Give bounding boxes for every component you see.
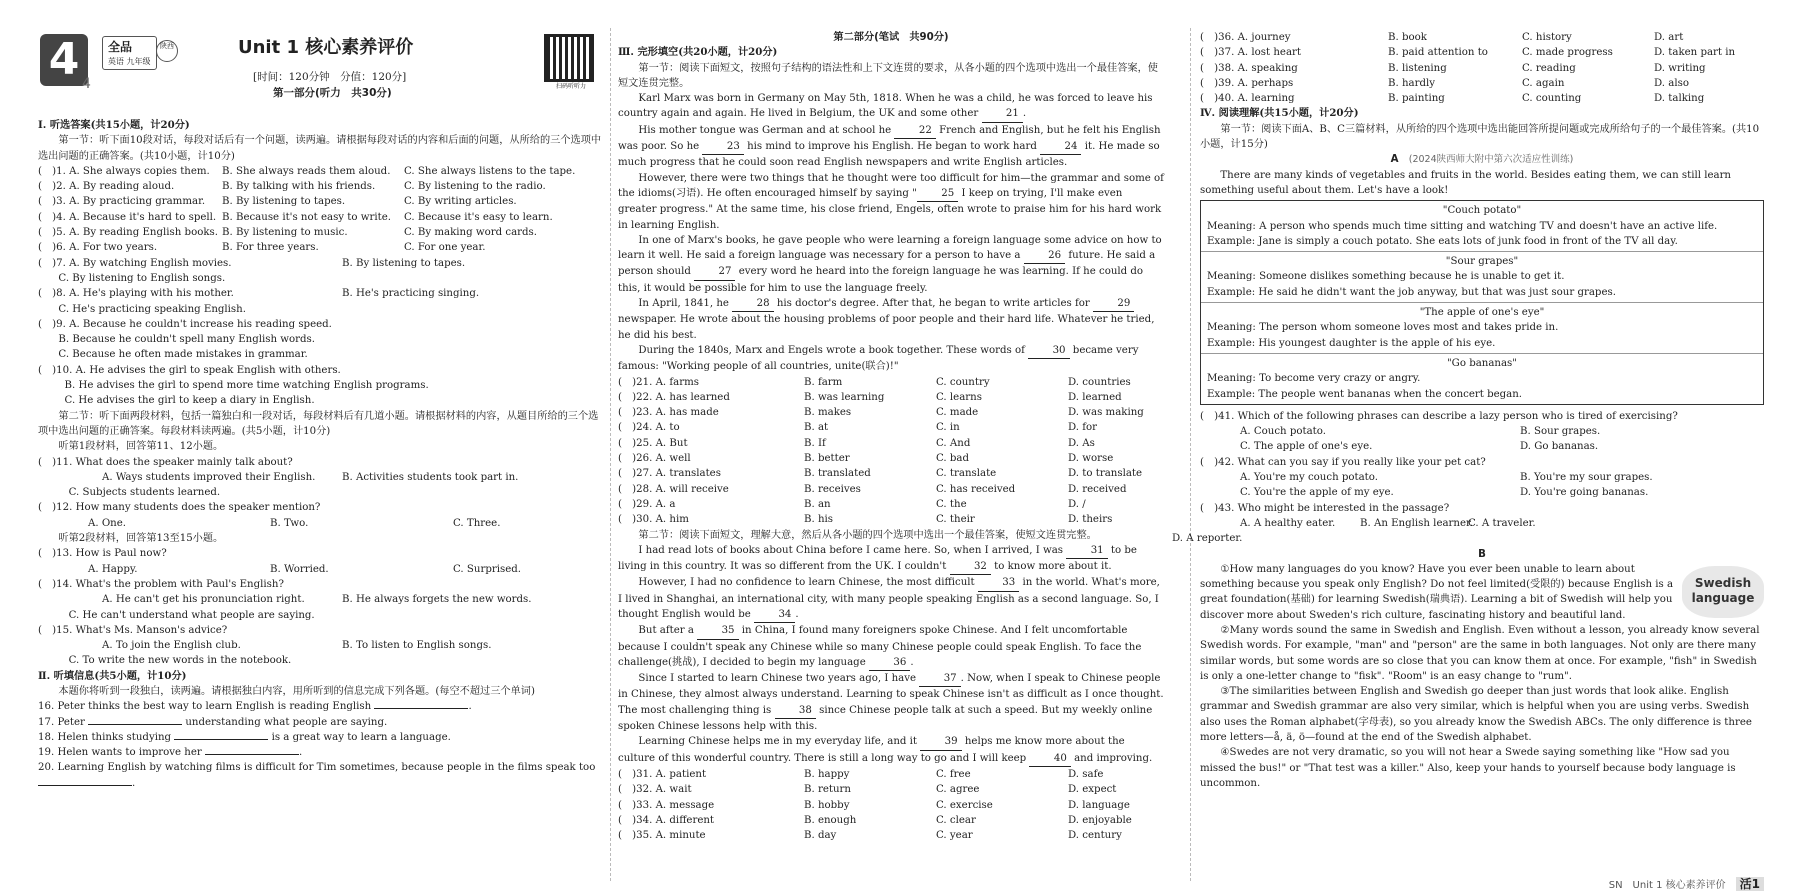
cloze-blank[interactable]: 23 <box>702 139 743 155</box>
option: ( )40. A. learning <box>1200 93 1295 105</box>
answer-blank[interactable] <box>38 785 132 786</box>
option: D. worse <box>1068 453 1114 465</box>
fill-item: 18. Helen thinks studying is a great way to learn a language. <box>38 731 451 743</box>
option: C. Subjects students learned. <box>68 487 221 499</box>
question-item <box>618 405 1164 420</box>
question-item <box>618 798 1164 813</box>
swedish-language-logo: Swedish language <box>1682 566 1764 618</box>
option: D. writing <box>1654 62 1706 74</box>
passage-a-heading: A (2024陕西师大附中第六次适应性训练) <box>1390 154 1574 166</box>
question-item <box>618 466 1164 481</box>
passage-paragraph: ①How many languages do you know? Have you ever been unable to learn about something because you speak only English? Do not feel limited(受限的) because English is a great foundation(基础) for learning Swedish(瑞典语). Learning a bit of Swedish will help you discover more about Sweden's rich culture, fascinating history and beautiful land. <box>1200 563 1674 621</box>
option: D. enjoyable <box>1068 814 1132 826</box>
option: B. listening <box>1388 62 1447 74</box>
passage-paragraph: His mother tongue was German and at school he 22 French and English, but he felt his English was poor. So he 23 his mind to improve his English. He began to work hard 24 it. He made so much progress that he could soon read English newspapers and write English articles. <box>618 124 1161 169</box>
option: ( )32. A. wait <box>618 784 692 796</box>
idiom-example: Example: Jane is simply a couch potato. She eats lots of junk food in front of the TV all day. <box>1207 235 1678 247</box>
column-3 <box>1172 30 1764 879</box>
option: ( )33. A. message <box>618 799 715 811</box>
options: A. To join the English club. B. To listen to English songs. <box>102 640 492 652</box>
option: C. counting <box>1522 93 1582 105</box>
option: C. has received <box>936 483 1016 495</box>
cloze-blank[interactable]: 27 <box>694 264 735 280</box>
passage-paragraph: In one of Marx's books, he gave people who were learning a foreign language some advice on how to learn it well. He said a foreign language was necessary for a person to have a 26 future. He said a person should 27 every word he heard into the foreign language he was learning. If he could do this, it would be possible for him to use the language freely. <box>618 234 1162 294</box>
question-item <box>38 210 606 225</box>
option: ( )31. A. patient <box>618 768 707 780</box>
option: C. their <box>936 514 975 526</box>
question-item: ( )10. A. He advises the girl to speak English with others. <box>38 364 341 376</box>
question-item <box>618 767 1164 782</box>
option: C. He advises the girl to keep a diary in English. <box>64 395 315 407</box>
option: C. history <box>1522 32 1572 43</box>
passage-paragraph: ③The similarities between English and Swedish go deeper than just words that look alike. English grammar and Swedish grammar are also very similar, which is helpful when you are using verbs. Swedish also uses the Roman alphabet(字母表), so you already know the Swedish ABCs. The only difference is three more letters—å, ä, ö—found at the end of the Swedish alphabet. <box>1200 686 1752 744</box>
question-item: ( )43. Who might be interested in the passage? <box>1200 502 1450 514</box>
option: B. receives <box>804 483 861 495</box>
option: B. an <box>804 498 831 510</box>
passage-paragraph: But after a 35 in China, I found many foreigners spoke Chinese. And I felt uncomfortable because I couldn't speak any Chinese while so many Chinese people could speak English. To face the challenge(挑战), I decided to begin my language 36 . <box>618 623 1164 671</box>
option: D. for <box>1068 422 1098 434</box>
passage-paragraph: Karl Marx was born in Germany on May 5th, 1818. When he was a child, he was forced to leave his country again and again. He lived in Belgium, the UK and some other 21 . <box>618 91 1164 123</box>
option: B. Because it's not easy to write. <box>222 211 391 223</box>
option: C. free <box>936 768 971 780</box>
cloze-blank[interactable]: 34 <box>754 607 795 623</box>
option: D. to translate <box>1068 468 1143 480</box>
option: D. language <box>1068 799 1130 811</box>
option: C. By listening to English songs. <box>58 272 226 284</box>
option: D. was making <box>1068 407 1144 419</box>
option: ( )39. A. perhaps <box>1200 77 1294 89</box>
option: C. learns <box>936 391 982 403</box>
options: A. A healthy eater. B. An English learner. C. A traveler. D. A reporter. <box>1172 517 1536 545</box>
option: B. his <box>804 514 834 526</box>
passage-paragraph: ④Swedes are not very dramatic, so you will not hear a Swede saying something like "How sad you missed the bus!" or "That test was a killer." Also, keep your hands to yourself because body language is uncommon. <box>1200 747 1736 789</box>
passage-paragraph: I had read lots of books about China before I came here. So, when I arrived, I was 31 to be living in this country. It was so different from the UK. I couldn't 32 to know more about it. <box>618 543 1164 576</box>
option: C. the <box>936 498 967 510</box>
question-list <box>618 767 1164 843</box>
page-title: Unit 1 核心素养评价 <box>238 37 414 58</box>
option: ( )21. A. farms <box>618 376 700 388</box>
question-item <box>38 240 606 255</box>
options: A. He can't get his pronunciation right. B. He always forgets the new words. <box>102 594 532 606</box>
question-item <box>618 375 1164 390</box>
instruction: 第一节：阅读下面短文，按照句子结构的语法性和上下文连贯的要求，从各小题的四个选项中选出一个最佳答案，使短文连贯完整。 <box>618 62 1158 89</box>
option: ( )2. A. By reading aloud. <box>38 181 175 193</box>
option: ( )30. A. him <box>618 514 689 526</box>
option: C. Because it's easy to learn. <box>404 211 553 223</box>
fill-item: 20. Learning English by watching films is difficult for Tim sometimes, because people in the films speak too . <box>38 762 596 789</box>
option: ( )27. A. translates <box>618 468 721 480</box>
option: C. He's practicing speaking English. <box>58 303 246 315</box>
option: C. agree <box>936 784 980 796</box>
option: C. For one year. <box>404 242 486 254</box>
instruction: 本题你将听到一段独白，读两遍。请根据独白内容，用所听到的信息完成下列各题。(每空不超过三个单词) <box>58 685 535 697</box>
option: C. He can't understand what people are saying. <box>68 609 315 621</box>
question-item <box>1200 45 1764 60</box>
option: D. received <box>1068 483 1127 495</box>
idiom-title: "Sour grapes" <box>1445 256 1519 268</box>
question-item <box>618 482 1164 497</box>
option: B. By listening to music. <box>222 227 348 239</box>
passage-paragraph: However, there were two things that he thought were too difficult for him—the grammar and some of the idioms(习语). He often encouraged himself by saying " 25 I keep on trying, I'll make even greater progress." At the same time, his close friend, Engels, often wrote to praise him for his hard work in learning English. <box>618 172 1164 231</box>
cloze-blank[interactable]: 40 <box>1029 751 1070 767</box>
passage-paragraph: ②Many words sound the same in Swedish and English. Even without a lesson, you already know several Swedish words. For example, "man" and "person" are the same in both languages. Not only are there many similar words, but some words are so close that you can know them at once. For example, "fish" in Swedish is only a one-letter change to "fisk". "Room" is an easy change to "rum". <box>1200 624 1760 682</box>
cloze-blank[interactable]: 31 <box>1066 543 1107 559</box>
options: A. Couch potato. B. Sour grapes. C. The apple of one's eye. D. Go bananas. <box>1240 426 1601 453</box>
option: ( )23. A. has made <box>618 407 719 419</box>
option: B. book <box>1388 32 1427 43</box>
option: B. By talking with his friends. <box>222 181 376 193</box>
option: C. By listening to the radio. <box>404 181 546 193</box>
option: D. taken part in <box>1654 47 1736 59</box>
option: D. talking <box>1654 93 1705 105</box>
header <box>38 30 606 118</box>
option: ( )38. A. speaking <box>1200 62 1298 74</box>
option: B. happy <box>804 768 850 780</box>
exam-meta: [时间：120分钟 分值：120分] <box>253 71 407 83</box>
option: C. clear <box>936 814 976 826</box>
question-item <box>618 390 1164 405</box>
option: B. was learning <box>804 391 885 403</box>
option: C. bad <box>936 453 970 465</box>
question-list <box>1200 30 1764 106</box>
question-item <box>38 194 606 209</box>
cloze-blank[interactable]: 37 <box>919 671 960 687</box>
question-item <box>38 179 606 194</box>
cloze-blank[interactable]: 28 <box>732 296 773 312</box>
option: C. By making word cards. <box>404 227 537 239</box>
option: B. hardly <box>1388 77 1436 89</box>
question-item <box>618 420 1164 435</box>
option: D. theirs <box>1068 514 1113 526</box>
cloze-blank[interactable]: 32 <box>950 559 991 575</box>
option: B. at <box>804 422 829 434</box>
option: D. As <box>1068 437 1095 449</box>
passage-paragraph: However, I had no confidence to learn Chinese, the most difficult 33 in the world. What's more, I lived in Shanghai, an international city, with many people speaking English as a second language. So, I thought English would be 34 . <box>618 575 1164 623</box>
fill-item: 19. Helen wants to improve her . <box>38 747 303 759</box>
passage-paragraph: Since I started to learn Chinese two years ago, I have 37 . Now, when I speak to Chinese people in Chinese, they almost always understand. Learning to speak Chinese isn't as difficult as I once thought. The most challenging thing is 38 since Chinese people talk at such a speed. But my weekly online spoken Chinese lessons help with this. <box>618 673 1164 733</box>
idiom-meaning: Meaning: The person whom someone loves most and takes pride in. <box>1207 322 1559 334</box>
question-item <box>618 782 1164 797</box>
instruction: 第一节：听下面10段对话，每段对话后有一个问题，读两遍。请根据每段对话的内容和后面的问题，从所给的三个选项中选出问题的正确答案。(共10小题，计10分) <box>38 135 602 162</box>
instruction: 第一节：阅读下面A、B、C三篇材料，从所给的四个选项中选出能回答所提问题或完成所给句子的一个最佳答案。(共10小题，计15分) <box>1200 123 1760 151</box>
cloze-blank[interactable]: 26 <box>1024 248 1065 264</box>
cloze-blank[interactable]: 36 <box>869 655 910 671</box>
question-item <box>38 225 606 240</box>
option: C. made progress <box>1522 47 1613 59</box>
question-item <box>1200 30 1764 45</box>
question-item: ( )11. What does the speaker mainly talk about? <box>38 456 293 468</box>
cloze-blank[interactable]: 30 <box>1028 343 1069 359</box>
option: D. safe <box>1068 768 1104 780</box>
option: D. also <box>1654 77 1689 89</box>
option: D. countries <box>1068 376 1131 388</box>
answer-blank[interactable] <box>205 754 299 755</box>
question-item <box>618 451 1164 466</box>
column-2 <box>618 30 1164 879</box>
option: B. translated <box>804 468 871 480</box>
option: C. Because he often made mistakes in grammar. <box>58 349 308 361</box>
option: B. For three years. <box>222 242 319 254</box>
idiom-example: Example: His youngest daughter is the apple of his eye. <box>1207 337 1496 349</box>
unit-badge-sub: 4 <box>82 76 91 92</box>
part-one-title: 第一部分(听力 共30分) <box>273 87 392 99</box>
question-item: ( )42. What can you say if you really like your pet cat? <box>1200 456 1486 468</box>
option: ( )4. A. Because it's hard to spell. <box>38 211 217 223</box>
cloze-blank[interactable]: 21 <box>982 106 1023 122</box>
question-list <box>618 375 1164 528</box>
option: B. farm <box>804 376 843 388</box>
instruction: 第二节：阅读下面短文，理解大意，然后从各小题的四个选项中选出一个最佳答案，使短文连贯完整。 <box>638 529 1097 541</box>
option: C. reading <box>1522 62 1576 74</box>
column-1 <box>38 30 606 879</box>
option: B. makes <box>804 407 852 419</box>
option: ( )25. A. But <box>618 437 688 449</box>
question-item: ( )9. A. Because he couldn't increase his reading speed. <box>38 318 332 330</box>
fill-item: 17. Peter understanding what people are saying. <box>38 716 388 728</box>
idiom-box <box>1200 200 1764 405</box>
option: ( )36. A. journey <box>1200 32 1291 43</box>
option: ( )28. A. will receive <box>618 483 729 495</box>
idiom-example: Example: He said he didn't want the job anyway, but that was just sour grapes. <box>1207 286 1616 298</box>
material-label: 听第1段材料，回答第11、12小题。 <box>58 441 224 453</box>
options: A. Happy. B. Worried. C. Surprised. <box>88 563 521 575</box>
answer-blank[interactable] <box>374 708 468 709</box>
question-item <box>1200 76 1764 91</box>
question-item <box>38 164 606 179</box>
cloze-blank[interactable]: 35 <box>697 623 738 639</box>
section-heading: Ⅲ. 完形填空(共20小题，计20分) <box>618 46 778 59</box>
option: ( )29. A. a <box>618 498 676 510</box>
option: C. By writing articles. <box>404 196 517 208</box>
option: B. return <box>804 784 851 796</box>
option: C. in <box>936 422 960 434</box>
option: B. enough <box>804 814 857 826</box>
option: ( )26. A. well <box>618 453 691 465</box>
brand-logo: 全品 英语 九年级 <box>102 36 157 70</box>
question-item: ( )41. Which of the following phrases can describe a lazy person who is tired of exercising? <box>1200 410 1678 422</box>
answer-blank[interactable] <box>174 739 268 740</box>
passage-intro: There are many kinds of vegetables and fruits in the world. Besides eating them, we can still learn something useful about them. Let's have a look! <box>1200 169 1731 196</box>
cloze-blank[interactable]: 38 <box>775 703 816 719</box>
section-heading: Ⅱ. 听填信息(共5小题，计10分) <box>38 669 187 682</box>
option: B. paid attention to <box>1388 47 1488 59</box>
idiom-meaning: Meaning: Someone dislikes something because he is unable to get it. <box>1207 271 1565 283</box>
cloze-blank[interactable]: 29 <box>1093 296 1134 312</box>
option: B. By listening to tapes. <box>222 196 346 208</box>
cloze-blank[interactable]: 39 <box>920 734 961 750</box>
option: ( )3. A. By practicing grammar. <box>38 196 206 208</box>
option: C. made <box>936 407 979 419</box>
options: A. Ways students improved their English. B. Activities students took part in. <box>102 471 519 483</box>
option: B. If <box>804 437 826 449</box>
option: C. exercise <box>936 799 993 811</box>
idiom-entry <box>1201 252 1763 303</box>
option: ( )34. A. different <box>618 814 715 826</box>
idiom-entry <box>1201 303 1763 354</box>
option: B. Because he couldn't spell many English words. <box>58 334 316 346</box>
option: C. To write the new words in the notebook. <box>68 655 292 667</box>
idiom-meaning: Meaning: To become very crazy or angry. <box>1207 373 1421 385</box>
option: C. year <box>936 830 973 842</box>
cloze-blank[interactable]: 25 <box>917 186 958 202</box>
answer-blank[interactable] <box>88 724 182 725</box>
question-item: ( )7. A. By watching English movies. B. By listening to tapes. <box>38 257 466 269</box>
qr-code[interactable] <box>544 34 594 82</box>
option: B. He advises the girl to spend more time watching English programs. <box>64 380 429 392</box>
cloze-blank[interactable]: 24 <box>1040 139 1081 155</box>
option: D. learned <box>1068 391 1122 403</box>
question-item <box>618 497 1164 512</box>
option: C. And <box>936 437 971 449</box>
option: B. She always reads them aloud. <box>222 165 391 177</box>
question-item <box>618 828 1164 843</box>
option: ( )22. A. has learned <box>618 391 730 403</box>
option: ( )37. A. lost heart <box>1200 47 1301 59</box>
passage-paragraph: Learning Chinese helps me in my everyday life, and it 39 helps me know more about the culture of this wonderful country. There is still a long way to go and I will keep 40 and improving. <box>618 734 1164 767</box>
options: A. You're my couch potato. B. You're my sour grapes. C. You're the apple of my eye. D. You're going bananas. <box>1240 472 1653 499</box>
region-seal: 陕西 <box>156 40 178 62</box>
option: C. again <box>1522 77 1565 89</box>
passage-b-heading: B <box>1478 548 1486 560</box>
idiom-meaning: Meaning: A person who spends much time sitting and watching TV and doesn't have an active life. <box>1207 220 1718 232</box>
section-heading: Ⅰ. 听选答案(共15小题，计20分) <box>38 119 190 131</box>
page-number: 活1 <box>1736 877 1764 891</box>
idiom-title: "Couch potato" <box>1442 205 1522 217</box>
option: ( )1. A. She always copies them. <box>38 165 210 177</box>
options: A. One. B. Two. C. Three. <box>88 517 501 529</box>
option: B. day <box>804 830 837 842</box>
unit-badge: 4 <box>40 34 88 86</box>
fill-item: 16. Peter thinks the best way to learn English is reading English . <box>38 701 472 713</box>
option: D. century <box>1068 830 1122 842</box>
page-footer: SN Unit 1 核心素养评价 活1 <box>1609 875 1764 893</box>
option: D. / <box>1068 498 1086 510</box>
question-item <box>618 512 1164 527</box>
question-list <box>38 164 606 256</box>
idiom-example: Example: The people went bananas when the concert began. <box>1207 388 1523 400</box>
option: ( )5. A. By reading English books. <box>38 227 218 239</box>
question-item: ( )13. How is Paul now? <box>38 548 167 560</box>
question-item <box>1200 91 1764 106</box>
question-item <box>618 436 1164 451</box>
option: C. country <box>936 376 990 388</box>
option: D. expect <box>1068 784 1117 796</box>
material-label: 听第2段材料，回答第13至15小题。 <box>58 533 224 545</box>
section-heading: Ⅳ. 阅读理解(共15小题，计20分) <box>1200 107 1359 120</box>
passage-paragraph: During the 1840s, Marx and Engels wrote a book together. These words of 30 became very famous: "Working people of all countries, unite(联合)!" <box>618 344 1139 373</box>
option: C. translate <box>936 468 997 480</box>
option: B. hobby <box>804 799 850 811</box>
instruction: 第二节：听下面两段材料，包括一篇独白和一段对话，每段材料后有几道小题。请根据材料的内容，从题目所给的三个选项中选出问题的正确答案。每段材料读两遍。(共5小题，计10分) <box>38 410 599 437</box>
idiom-entry <box>1201 354 1763 404</box>
question-item: ( )8. A. He's playing with his mother. B. He's practicing singing. <box>38 288 480 300</box>
cloze-blank[interactable]: 22 <box>894 123 935 139</box>
option: B. better <box>804 453 850 465</box>
option: ( )24. A. to <box>618 422 680 434</box>
cloze-blank[interactable]: 33 <box>978 575 1019 591</box>
idiom-entry <box>1201 201 1763 252</box>
part-two-title: 第二部分(笔试 共90分) <box>833 32 949 43</box>
option: B. painting <box>1388 93 1445 105</box>
passage-paragraph: In April, 1841, he 28 his doctor's degree. After that, he began to write articles for 29 newspaper. He wrote about the housing problems of poor people and their hard life. Whatever he tried, he did his best. <box>618 298 1155 341</box>
question-item <box>618 813 1164 828</box>
option: D. art <box>1654 32 1684 43</box>
option: ( )35. A. minute <box>618 830 706 842</box>
qr-label: 扫码听听力 <box>556 83 587 90</box>
option: ( )6. A. For two years. <box>38 242 158 254</box>
question-item: ( )14. What's the problem with Paul's English? <box>38 578 284 590</box>
question-item: ( )15. What's Ms. Manson's advice? <box>38 624 228 636</box>
idiom-title: "Go bananas" <box>1447 357 1517 369</box>
question-item <box>1200 61 1764 76</box>
option: C. She always listens to the tape. <box>404 165 576 177</box>
question-item: ( )12. How many students does the speaker mention? <box>38 502 321 514</box>
idiom-title: "The apple of one's eye" <box>1419 307 1545 319</box>
